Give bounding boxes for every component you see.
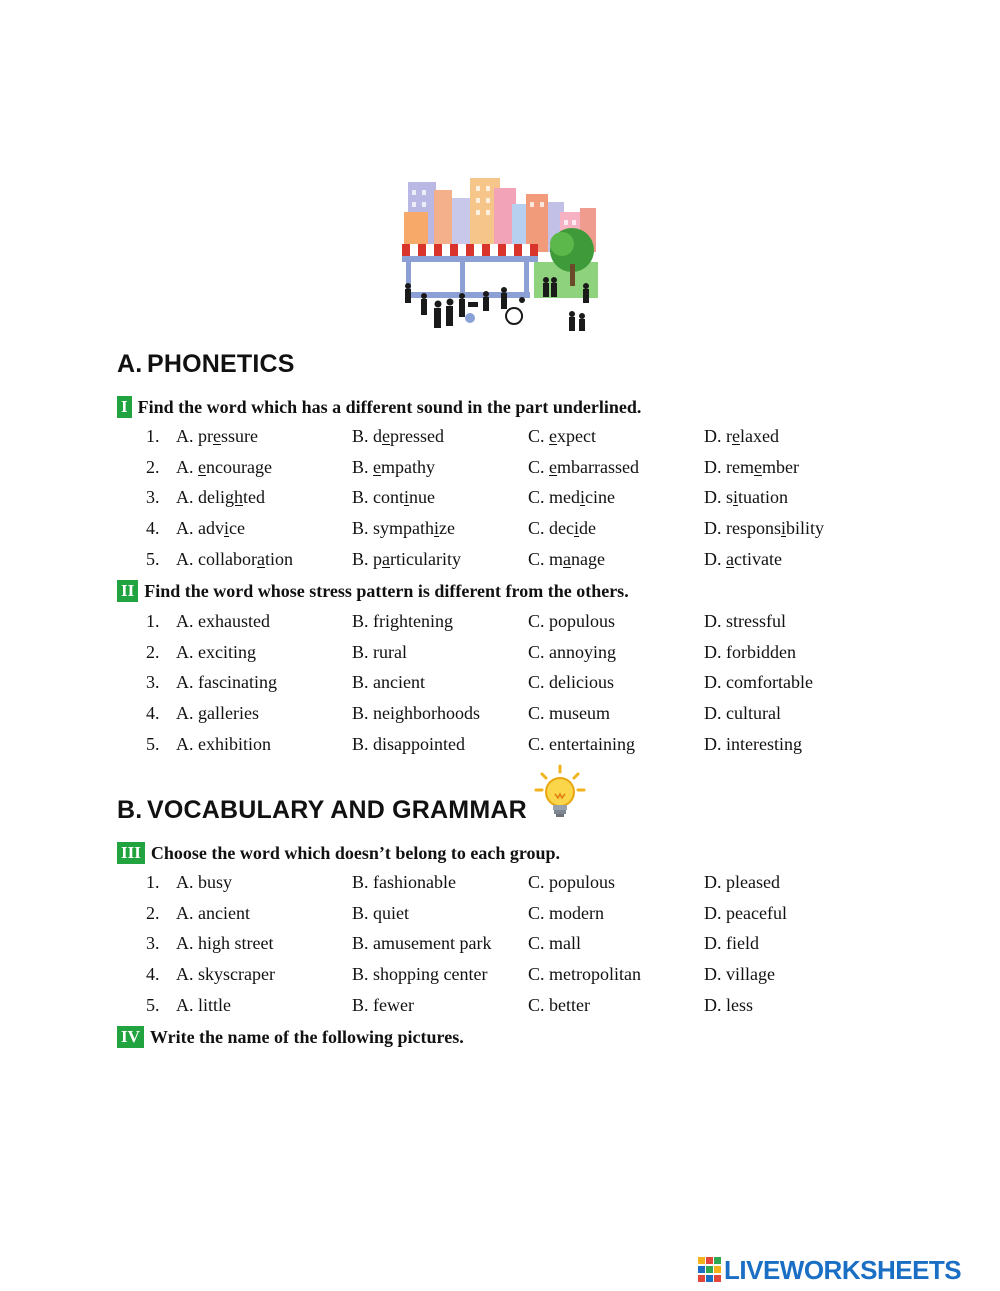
option-d[interactable]: D. less (704, 995, 753, 1015)
question-row (0, 703, 1000, 727)
option-b[interactable]: B. fashionable (352, 872, 456, 892)
option-d[interactable]: D. cultural (704, 703, 781, 723)
option-d[interactable]: D. comfortable (704, 672, 813, 692)
question-row (0, 933, 1000, 957)
exercise-number-badge: III (117, 842, 145, 864)
option-d[interactable]: D. peaceful (704, 903, 787, 923)
exercise-2-instruction (117, 580, 629, 602)
option-b[interactable]: B. particularity (352, 549, 461, 569)
option-c[interactable]: C. museum (528, 703, 611, 723)
question-row (0, 549, 1000, 573)
option-b[interactable]: B. disappointed (352, 734, 465, 754)
option-b[interactable]: B. ancient (352, 672, 425, 692)
option-a[interactable]: A. skyscraper (176, 964, 275, 984)
option-a[interactable]: A. little (176, 995, 231, 1015)
option-a[interactable]: A. delighted (176, 487, 265, 507)
question-row (0, 964, 1000, 988)
option-c[interactable]: C. modern (528, 903, 604, 923)
question-number: 1. (146, 611, 160, 631)
lightbulb-icon (534, 764, 586, 824)
option-d[interactable]: D. responsibility (704, 518, 825, 538)
option-c[interactable]: C. annoying (528, 642, 616, 662)
option-d[interactable]: D. village (704, 964, 775, 984)
option-d[interactable]: D. relaxed (704, 426, 779, 446)
option-a[interactable]: A. exhausted (176, 611, 270, 631)
option-b[interactable]: B. quiet (352, 903, 409, 923)
option-d[interactable]: D. remember (704, 457, 799, 477)
question-number: 2. (146, 457, 160, 477)
option-b[interactable]: B. continue (352, 487, 436, 507)
option-d[interactable]: D. forbidden (704, 642, 796, 662)
option-c[interactable]: C. better (528, 995, 590, 1015)
city-market-illustration (394, 168, 610, 340)
question-row (0, 672, 1000, 696)
exercise-1-instruction (117, 396, 641, 418)
option-c[interactable]: C. entertaining (528, 734, 635, 754)
section-heading-phonetics (117, 350, 295, 379)
question-number: 3. (146, 672, 160, 692)
question-number: 3. (146, 487, 160, 507)
question-number: 4. (146, 703, 160, 723)
brand-name: LIVEWORKSHEETS (724, 1254, 962, 1285)
option-a[interactable]: A. ancient (176, 903, 250, 923)
option-c[interactable]: C. decide (528, 518, 596, 538)
option-c[interactable]: C. medicine (528, 487, 615, 507)
question-row (0, 903, 1000, 927)
option-c[interactable]: C. expect (528, 426, 596, 446)
question-row (0, 518, 1000, 542)
section-title: PHONETICS (147, 350, 295, 378)
section-title: VOCABULARY AND GRAMMAR (147, 796, 527, 824)
option-c[interactable]: C. mall (528, 933, 581, 953)
option-c[interactable]: C. delicious (528, 672, 614, 692)
question-number: 2. (146, 903, 160, 923)
option-b[interactable]: B. amusement park (352, 933, 492, 953)
option-a[interactable]: A. advice (176, 518, 245, 538)
option-b[interactable]: B. empathy (352, 457, 436, 477)
option-a[interactable]: A. exciting (176, 642, 256, 662)
option-a[interactable]: A. galleries (176, 703, 259, 723)
question-number: 5. (146, 549, 160, 569)
option-a[interactable]: A. pressure (176, 426, 258, 446)
instruction-text: Find the word which has a different sound in the part underlined. (137, 396, 642, 417)
option-b[interactable]: B. shopping center (352, 964, 488, 984)
option-d[interactable]: D. stressful (704, 611, 786, 631)
option-d[interactable]: D. situation (704, 487, 789, 507)
exercise-number-badge: IV (117, 1026, 144, 1048)
instruction-text: Choose the word which doesn’t belong to each group. (150, 842, 561, 863)
question-number: 1. (146, 872, 160, 892)
instruction-text: Write the name of the following pictures. (149, 1026, 464, 1047)
option-a[interactable]: A. fascinating (176, 672, 277, 692)
option-b[interactable]: B. rural (352, 642, 407, 662)
question-row (0, 457, 1000, 481)
option-b[interactable]: B. neighborhoods (352, 703, 480, 723)
section-letter: A. (117, 350, 143, 378)
question-number: 1. (146, 426, 160, 446)
exercise-number-badge: II (117, 580, 138, 602)
option-a[interactable]: A. busy (176, 872, 233, 892)
question-number: 5. (146, 734, 160, 754)
question-row (0, 734, 1000, 758)
option-c[interactable]: C. metropolitan (528, 964, 641, 984)
question-row (0, 426, 1000, 450)
option-b[interactable]: B. sympathize (352, 518, 456, 538)
question-row (0, 642, 1000, 666)
option-c[interactable]: C. embarrassed (528, 457, 639, 477)
option-d[interactable]: D. interesting (704, 734, 802, 754)
exercise-3-instruction (117, 842, 560, 864)
instruction-text: Find the word whose stress pattern is different from the others. (144, 580, 629, 601)
option-a[interactable]: A. high street (176, 933, 274, 953)
exercise-number-badge: I (117, 396, 132, 418)
section-letter: B. (117, 796, 143, 824)
liveworksheets-logo[interactable] (698, 1254, 961, 1286)
question-row (0, 872, 1000, 896)
question-number: 5. (146, 995, 160, 1015)
option-d[interactable]: D. pleased (704, 872, 780, 892)
question-number: 2. (146, 642, 160, 662)
exercise-4-instruction (117, 1026, 464, 1048)
question-row (0, 995, 1000, 1019)
question-row (0, 611, 1000, 635)
option-b[interactable]: B. depressed (352, 426, 444, 446)
option-c[interactable]: C. manage (528, 549, 605, 569)
section-heading-vocabulary (117, 796, 527, 825)
option-a[interactable]: A. collaboration (176, 549, 293, 569)
option-d[interactable]: D. field (704, 933, 759, 953)
option-c[interactable]: C. populous (528, 611, 616, 631)
question-number: 4. (146, 964, 160, 984)
option-a[interactable]: A. exhibition (176, 734, 271, 754)
option-d[interactable]: D. activate (704, 549, 782, 569)
option-b[interactable]: B. frightening (352, 611, 453, 631)
question-number: 4. (146, 518, 160, 538)
question-number: 3. (146, 933, 160, 953)
option-c[interactable]: C. populous (528, 872, 616, 892)
liveworksheets-logo-icon (698, 1257, 722, 1283)
option-a[interactable]: A. encourage (176, 457, 272, 477)
option-b[interactable]: B. fewer (352, 995, 414, 1015)
question-row (0, 487, 1000, 511)
